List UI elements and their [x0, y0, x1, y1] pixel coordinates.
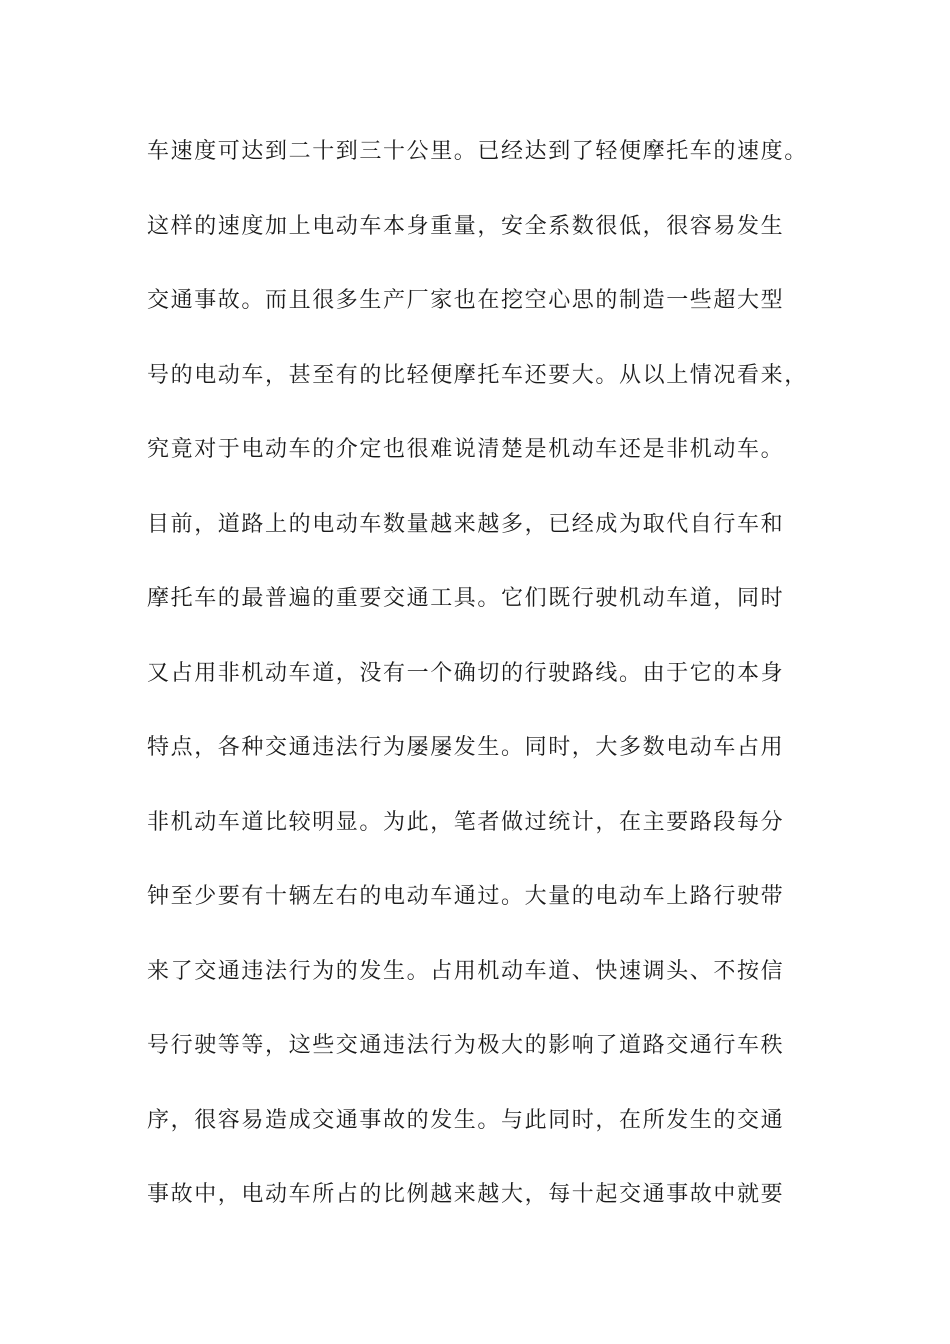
text-line: 非机动车道比较明显。为此，笔者做过统计，在主要路段每分	[147, 809, 785, 835]
text-line: 序，很容易造成交通事故的发生。与此同时，在所发生的交通	[147, 1107, 785, 1133]
text-line: 究竟对于电动车的介定也很难说清楚是机动车还是非机动车。	[147, 437, 785, 462]
text-line: 来了交通违法行为的发生。占用机动车道、快速调头、不按信	[147, 958, 785, 984]
text-line: 事故中，电动车所占的比例越来越大，每十起交通事故中就要	[147, 1182, 785, 1207]
text-line: 目前，道路上的电动车数量越来越多，已经成为取代自行车和	[147, 511, 785, 537]
text-line: 摩托车的最普遍的重要交通工具。它们既行驶机动车道，同时	[147, 586, 785, 611]
text-line: 车速度可达到二十到三十公里。已经达到了轻便摩托车的速度。	[147, 139, 808, 164]
text-line: 又占用非机动车道，没有一个确切的行驶路线。由于它的本身	[147, 660, 785, 686]
text-line: 这样的速度加上电动车本身重量，安全系数很低，很容易发生	[147, 213, 785, 239]
body-text	[147, 129, 817, 1247]
text-line: 特点，各种交通违法行为屡屡发生。同时，大多数电动车占用	[147, 735, 785, 760]
text-line: 号的电动车，甚至有的比轻便摩托车还要大。从以上情况看来，	[147, 362, 808, 388]
text-line: 交通事故。而且很多生产厂家也在挖空心思的制造一些超大型	[147, 288, 785, 313]
text-line: 号行驶等等，这些交通违法行为极大的影响了道路交通行车秩	[147, 1033, 785, 1058]
text-line: 钟至少要有十辆左右的电动车通过。大量的电动车上路行驶带	[147, 884, 785, 909]
